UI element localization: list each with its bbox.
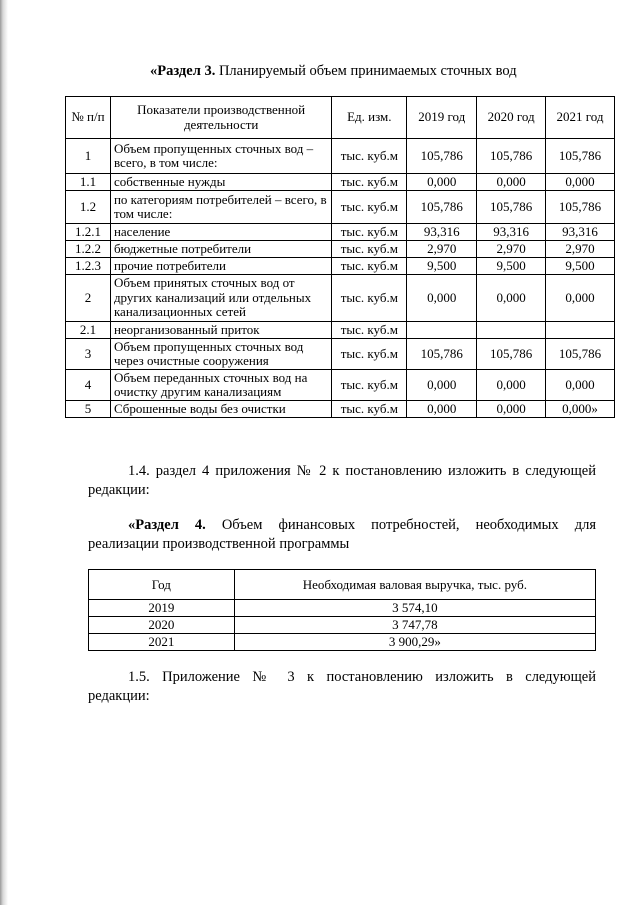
- header-year: Год: [89, 570, 235, 600]
- row-value-2021: 93,316: [546, 224, 615, 241]
- table-row: [66, 139, 615, 174]
- table-row: [66, 241, 615, 258]
- section-4-title-bold: «Раздел 4.: [128, 517, 206, 533]
- row-value-2020: 9,500: [477, 258, 546, 275]
- row-num: 2: [66, 275, 111, 322]
- row-value-2019: 9,500: [407, 258, 477, 275]
- production-volume-table: [65, 96, 615, 418]
- section-4-title-line2: реализации производственной программы: [88, 536, 350, 552]
- table-header-row: [66, 97, 615, 139]
- table-row: [66, 370, 615, 401]
- row-value-2019: 105,786: [407, 339, 477, 370]
- row-year: 2021: [89, 634, 235, 651]
- row-value-2019: 105,786: [407, 139, 477, 174]
- row-unit: тыс. куб.м: [332, 370, 407, 401]
- row-value-2019: 93,316: [407, 224, 477, 241]
- row-value-2021: 105,786: [546, 139, 615, 174]
- table-row: [66, 258, 615, 275]
- header-2020: 2020 год: [477, 97, 546, 139]
- header-2019: 2019 год: [407, 97, 477, 139]
- row-indicator: прочие потребители: [110, 258, 331, 275]
- table-row: [89, 600, 596, 617]
- row-value-2021: 0,000: [546, 370, 615, 401]
- table-row: [66, 401, 615, 418]
- table-row: [66, 174, 615, 191]
- row-year: 2020: [89, 617, 235, 634]
- table-row: [89, 634, 596, 651]
- table-row: [89, 617, 596, 634]
- section-3-title-bold: «Раздел 3.: [150, 63, 216, 79]
- row-num: 1: [66, 139, 111, 174]
- row-year: 2019: [89, 600, 235, 617]
- row-unit: тыс. куб.м: [332, 139, 407, 174]
- row-value-2020: 105,786: [477, 339, 546, 370]
- row-value-2019: 105,786: [407, 191, 477, 224]
- row-unit: тыс. куб.м: [332, 258, 407, 275]
- row-indicator: по категориям потребителей – всего, в том числе:: [110, 191, 331, 224]
- row-indicator: неорганизованный приток: [110, 322, 331, 339]
- row-value-2021: 2,970: [546, 241, 615, 258]
- table-header-row: [89, 570, 596, 600]
- paragraph-1-5: [88, 668, 596, 687]
- section-3-title-text: Планируемый объем принимаемых сточных вод: [215, 63, 517, 79]
- row-value-2021: 0,000: [546, 174, 615, 191]
- row-indicator: бюджетные потребители: [110, 241, 331, 258]
- table-row: [66, 275, 615, 322]
- row-unit: тыс. куб.м: [332, 224, 407, 241]
- row-value-2020: 0,000: [477, 174, 546, 191]
- row-value-2021: 105,786: [546, 339, 615, 370]
- row-value-2019: 0,000: [407, 275, 477, 322]
- row-indicator: Сброшенные воды без очистки: [110, 401, 331, 418]
- row-value-2021: 0,000: [546, 275, 615, 322]
- row-unit: тыс. куб.м: [332, 339, 407, 370]
- row-indicator: население: [110, 224, 331, 241]
- row-value-2020: 0,000: [477, 401, 546, 418]
- row-revenue: 3 574,10: [234, 600, 595, 617]
- scan-edge-shadow: [0, 0, 8, 905]
- row-num: 1.1: [66, 174, 111, 191]
- row-indicator: Объем пропущенных сточных вод через очистные сооружения: [110, 339, 331, 370]
- row-num: 4: [66, 370, 111, 401]
- row-revenue: 3 900,29»: [234, 634, 595, 651]
- row-num: 1.2: [66, 191, 111, 224]
- row-unit: тыс. куб.м: [332, 191, 407, 224]
- row-unit: тыс. куб.м: [332, 174, 407, 191]
- row-value-2019: [407, 322, 477, 339]
- row-indicator: Объем пропущенных сточных вод – всего, в том числе:: [110, 139, 331, 174]
- table-row: [66, 224, 615, 241]
- row-value-2020: [477, 322, 546, 339]
- row-indicator: Объем переданных сточных вод на очистку другим канализациям: [110, 370, 331, 401]
- paragraph-1-4-line1: 1.4. раздел 4 приложения № 2 к постановлению изложить в следующей: [128, 463, 596, 479]
- row-unit: тыс. куб.м: [332, 275, 407, 322]
- row-value-2019: 2,970: [407, 241, 477, 258]
- row-indicator: собственные нужды: [110, 174, 331, 191]
- section-4-title: [88, 516, 596, 535]
- row-value-2019: 0,000: [407, 370, 477, 401]
- row-value-2021: [546, 322, 615, 339]
- row-num: 1.2.1: [66, 224, 111, 241]
- section-4-title-line1: Объем финансовых потребностей, необходимых для: [205, 517, 597, 533]
- table-row: [66, 191, 615, 224]
- row-num: 2.1: [66, 322, 111, 339]
- header-revenue: Необходимая валовая выручка, тыс. руб.: [234, 570, 595, 600]
- row-value-2021: 105,786: [546, 191, 615, 224]
- row-num: 3: [66, 339, 111, 370]
- row-num: 1.2.2: [66, 241, 111, 258]
- row-value-2020: 0,000: [477, 275, 546, 322]
- table-row: [66, 339, 615, 370]
- row-unit: тыс. куб.м: [332, 401, 407, 418]
- row-num: 1.2.3: [66, 258, 111, 275]
- financial-needs-table: [88, 569, 596, 651]
- paragraph-1-4: [88, 462, 596, 481]
- paragraph-1-4-line2: редакции:: [88, 482, 150, 498]
- row-revenue: 3 747,78: [234, 617, 595, 634]
- row-value-2021: 0,000»: [546, 401, 615, 418]
- row-num: 5: [66, 401, 111, 418]
- row-unit: тыс. куб.м: [332, 322, 407, 339]
- header-2021: 2021 год: [546, 97, 615, 139]
- header-unit: Ед. изм.: [332, 97, 407, 139]
- table-row: [66, 322, 615, 339]
- row-indicator: Объем принятых сточных вод от других канализаций или отдельных канализационных сетей: [110, 275, 331, 322]
- row-value-2020: 0,000: [477, 370, 546, 401]
- row-value-2019: 0,000: [407, 174, 477, 191]
- section-3-title: [150, 63, 517, 80]
- row-unit: тыс. куб.м: [332, 241, 407, 258]
- header-num: № п/п: [66, 97, 111, 139]
- row-value-2020: 93,316: [477, 224, 546, 241]
- row-value-2019: 0,000: [407, 401, 477, 418]
- paragraph-1-5-line2: редакции:: [88, 688, 150, 704]
- paragraph-1-5-line1: 1.5. Приложение № 3 к постановлению изложить в следующей: [128, 669, 596, 685]
- row-value-2021: 9,500: [546, 258, 615, 275]
- header-indicator: Показатели производственной деятельности: [110, 97, 331, 139]
- row-value-2020: 105,786: [477, 139, 546, 174]
- row-value-2020: 2,970: [477, 241, 546, 258]
- row-value-2020: 105,786: [477, 191, 546, 224]
